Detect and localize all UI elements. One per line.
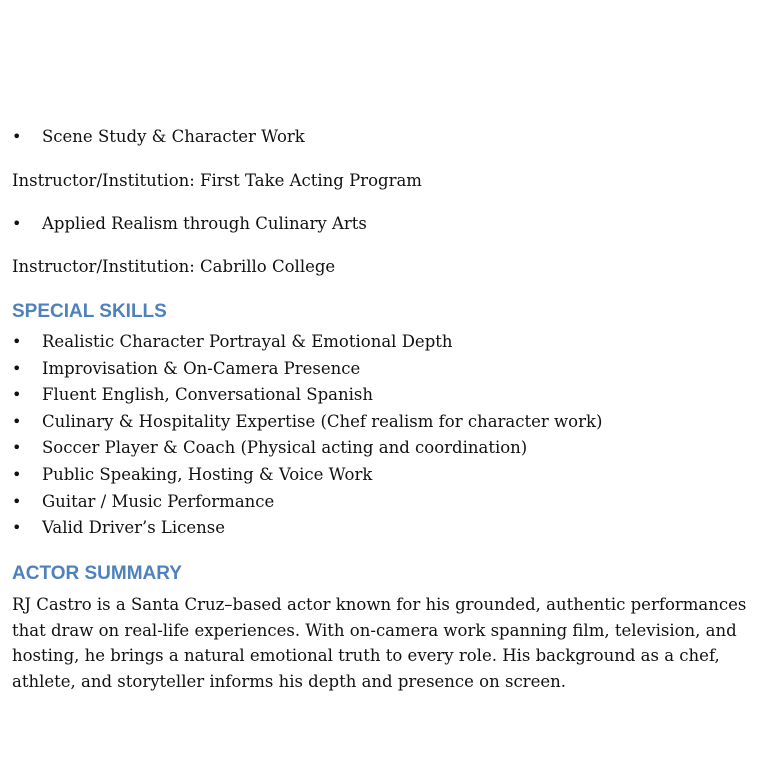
training-course-name: Applied Realism through Culinary Arts bbox=[42, 214, 367, 233]
bullet-icon: • bbox=[12, 518, 22, 538]
skill-item: • Valid Driver’s License bbox=[12, 518, 226, 538]
bullet-icon: • bbox=[12, 438, 22, 458]
bullet-icon: • bbox=[12, 332, 22, 351]
bullet-icon: • bbox=[12, 127, 22, 146]
actor-summary-text: RJ Castro is a Santa Cruz–based actor known for his grounded, authentic performances that draw on real-life experiences. With on-camera work spanning film, television, and hosting, he brings a natural emotional truth to every role. His background as a chef, athlete, and storyteller informs his depth and presence on screen. bbox=[12, 595, 747, 691]
bullet-icon: • bbox=[12, 358, 22, 378]
skill-item: • Culinary & Hospitality Expertise (Chef realism for character work) bbox=[12, 411, 603, 431]
training-instructor-2: Instructor/Institution: Cabrillo College bbox=[12, 257, 336, 276]
skill-item: • Realistic Character Portrayal & Emotional Depth bbox=[12, 332, 453, 351]
bullet-icon: • bbox=[12, 411, 22, 431]
skill-item: • Fluent English, Conversational Spanish bbox=[12, 385, 373, 405]
special-skills-heading: SPECIAL SKILLS bbox=[12, 301, 167, 322]
skill-item: • Soccer Player & Coach (Physical acting and coordination) bbox=[12, 438, 528, 458]
special-skills-list bbox=[12, 331, 602, 544]
training-course-name: Scene Study & Character Work bbox=[42, 127, 305, 146]
bullet-icon: • bbox=[12, 385, 22, 405]
bullet-icon: • bbox=[12, 464, 22, 484]
training-course-1 bbox=[12, 127, 305, 147]
training-course-2 bbox=[12, 214, 367, 234]
bullet-icon: • bbox=[12, 214, 22, 233]
skill-item: • Improvisation & On-Camera Presence bbox=[12, 358, 361, 378]
skill-item: • Public Speaking, Hosting & Voice Work bbox=[12, 464, 373, 484]
training-instructor-1: Instructor/Institution: First Take Acting Program bbox=[12, 171, 422, 190]
actor-summary-heading: ACTOR SUMMARY bbox=[12, 563, 182, 584]
bullet-icon: • bbox=[12, 491, 22, 511]
skill-item: • Guitar / Music Performance bbox=[12, 491, 275, 511]
